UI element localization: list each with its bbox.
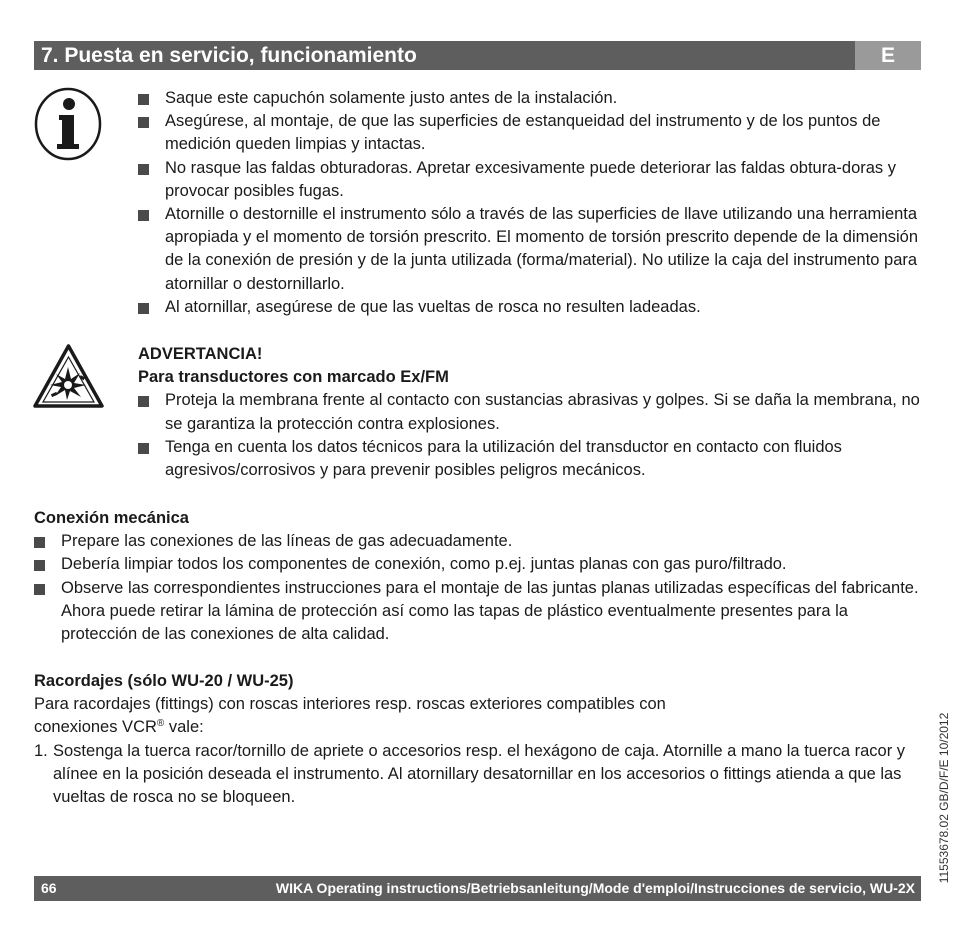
fittings-intro-b: vale:	[164, 718, 204, 737]
fittings-intro-line1: Para racordajes (fittings) con roscas interiores resp. roscas exteriores compatibles con	[34, 695, 666, 714]
list-item: Debería limpiar todos los componentes de conexión, como p.ej. juntas planas con gas puro/filtrado.	[34, 553, 924, 576]
info-icon	[33, 86, 103, 162]
step-number: 1.	[34, 741, 48, 760]
fittings-intro-a: conexiones VCR	[34, 718, 157, 737]
page-footer	[34, 876, 921, 901]
list-item: Tenga en cuenta los datos técnicos para la utilización del transductor en contacto con fluidos agresivos/corrosivos y para prevenir posibles peligros mecánicos.	[138, 436, 928, 482]
list-item: Asegúrese, al montaje, de que las superficies de estanqueidad del instrumento y de los puntos de medición queden limpias y intactas.	[138, 110, 928, 156]
list-item: Al atornillar, asegúrese de que las vueltas de rosca no resulten ladeadas.	[138, 296, 928, 319]
explosion-warning-icon	[32, 343, 105, 409]
warning-subtitle: Para transductores con marcado Ex/FM	[138, 368, 449, 387]
step-text: Sostenga la tuerca racor/tornillo de apriete o accesorios resp. el hexágono de caja. Atornille a mano la tuerca racor y alínee en la posición deseada el instrumento. Al atornillary desatornillar en los accesorios o fittings atienda a que las vueltas de rosca no se bloqueen.	[53, 741, 906, 807]
section-title: 7. Puesta en servicio, funcionamiento	[41, 44, 417, 67]
language-tab: E	[855, 41, 921, 70]
info-section	[138, 87, 928, 319]
footer-text: WIKA Operating instructions/Betriebsanleitung/Mode d'emploi/Instrucciones de servicio, WU-2X	[275, 880, 915, 896]
warning-title: ADVERTANCIA!	[138, 345, 263, 363]
list-item: No rasque las faldas obturadoras. Apretar excesivamente puede deteriorar las faldas obtura-doras y provocar posibles fugas.	[138, 157, 928, 203]
list-item: Atornille o destornille el instrumento sólo a través de las superficies de llave utilizando una herramienta apropiada y el momento de torsión prescrito. El momento de torsión prescrito depende de la dimensión de la conexión de presión y de la junta utilizada (forma/material). No utilize la caja del instrumento para atornillar o destornillarlo.	[138, 203, 928, 296]
fittings-section	[34, 670, 924, 809]
warning-section	[138, 343, 928, 482]
document-code: 11553678.02 GB/D/F/E 10/2012	[937, 712, 951, 884]
list-item	[34, 740, 924, 810]
registered-mark: ®	[156, 718, 165, 730]
list-item: Observe las correspondientes instrucciones para el montaje de las juntas planas utilizadas específicas del fabricante. Ahora puede retirar la lámina de protección así como las tapas de plástico eventualmente presentes para la protección de las conexiones de alta calidad.	[34, 577, 924, 647]
section-header	[34, 41, 921, 70]
list-item: Prepare las conexiones de las líneas de gas adecuadamente.	[34, 530, 924, 553]
fittings-intro-line2	[34, 716, 924, 739]
list-item: Saque este capuchón solamente justo antes de la instalación.	[138, 87, 928, 110]
mechanical-section	[34, 507, 924, 646]
fittings-title: Racordajes (sólo WU-20 / WU-25)	[34, 672, 294, 690]
list-item: Proteja la membrana frente al contacto con sustancias abrasivas y golpes. Si se daña la membrana, no se garantiza la protección contra explosiones.	[138, 389, 928, 435]
page-number: 66	[41, 880, 57, 896]
mechanical-title: Conexión mecánica	[34, 509, 189, 527]
